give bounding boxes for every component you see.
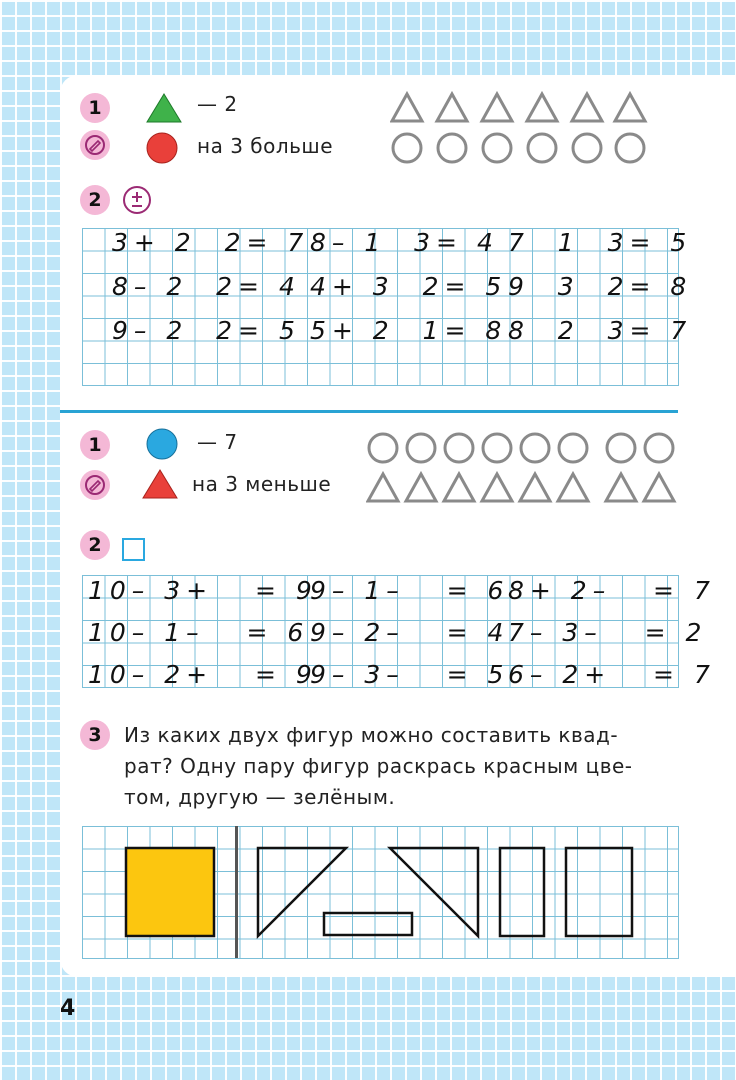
expr-cell: 9– 1– = 6 — [310, 576, 510, 605]
plus-minus-icon — [122, 185, 152, 215]
green-triangle-icon — [145, 92, 183, 124]
task1-text-line1: — 7 — [197, 430, 238, 454]
task1-text-line2: на 3 больше — [197, 134, 334, 158]
expr-cell: 9– 3– = 5 — [310, 660, 510, 689]
expr-cell: 6– 2+ = 7 — [508, 660, 716, 689]
task-number: 1 — [80, 430, 110, 460]
expr-cell: 5+ 2 1= 8 — [310, 316, 508, 345]
expr-cell: 8+ 2– = 7 — [508, 576, 716, 605]
shape-row-triangles-circles — [390, 90, 660, 170]
pencil-icon — [80, 130, 110, 160]
expr-cell: 10– 3+ = 9 — [88, 576, 318, 605]
empty-square-icon — [122, 538, 145, 561]
expr-cell: 9– 2– = 4 — [310, 618, 510, 647]
red-circle-icon — [145, 131, 179, 165]
expr-cell: 3+ 2 2= 7 — [112, 228, 310, 257]
expr-cell: 9– 2 2= 5 — [112, 316, 301, 345]
expr-cell: 10– 2+ = 9 — [88, 660, 318, 689]
red-triangle-icon — [141, 468, 179, 500]
task-number: 3 — [80, 720, 110, 750]
expr-cell: 4+ 3 2= 5 — [310, 272, 508, 301]
section-divider — [60, 410, 678, 413]
task1-text-line2: на 3 меньше — [192, 472, 332, 496]
expr-cell: 7 1 3= 5 — [508, 228, 693, 257]
expr-cell: 9 3 2= 8 — [508, 272, 693, 301]
pencil-icon — [80, 470, 110, 500]
task-number: 2 — [80, 530, 110, 560]
expr-cell: 10– 1– = 6 — [88, 618, 310, 647]
task3-text-line: Из каких двух фигур можно составить квад- — [124, 723, 619, 747]
shapes-drawing — [82, 826, 678, 958]
task-number: 2 — [80, 185, 110, 215]
page-number: 4 — [60, 996, 76, 1021]
expr-cell: 7– 3– = 2 — [508, 618, 708, 647]
task3-text-line: рат? Одну пару фигур раскрась красным цве- — [124, 754, 633, 778]
expr-cell: 8 2 3= 7 — [508, 316, 693, 345]
expr-cell: 8– 2 2= 4 — [112, 272, 301, 301]
blue-circle-icon — [145, 427, 179, 461]
task3-text-line: том, другую — зелёным. — [124, 785, 396, 809]
shape-row-circles-triangles — [366, 430, 682, 506]
task1-text-line1: — 2 — [197, 92, 238, 116]
task-number: 1 — [80, 93, 110, 123]
expr-cell: 8– 1 3= 4 — [310, 228, 499, 257]
